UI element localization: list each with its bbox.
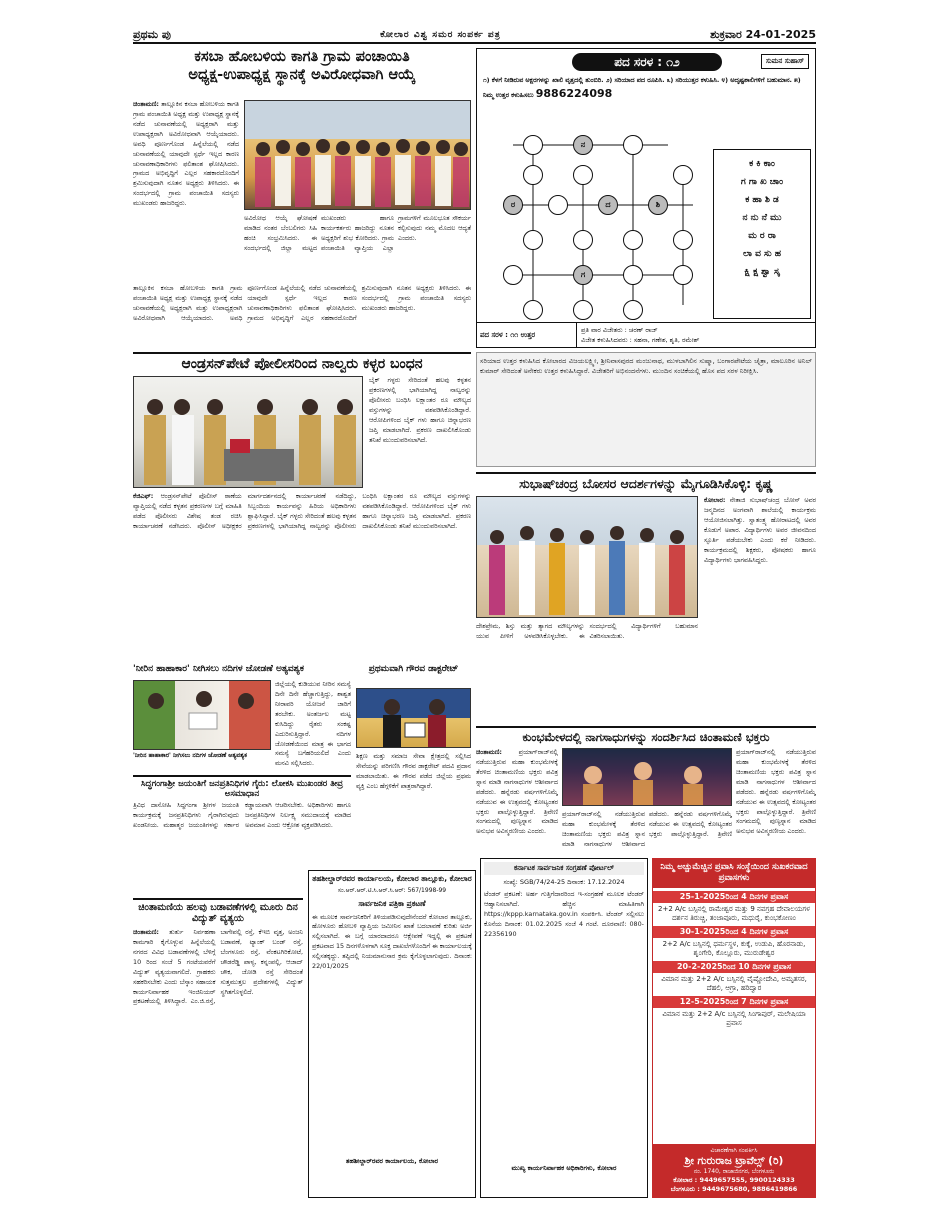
puzzle-grid	[483, 135, 709, 335]
doctorate-figures	[357, 689, 471, 748]
dateline: ಕೆಜಿಎಫ್:	[133, 492, 154, 500]
letter-row: ಲಾ ವ ಸು ಹ	[742, 249, 782, 259]
puzzle-cell[interactable]	[523, 135, 543, 155]
story-kumbh-mela	[476, 726, 816, 854]
photo-caption: 'ನೀರಿನ ಹಾಹಾಕಾರ' ನೀಗಿಸಲು ನದಿಗಳ ಜೋಡಣೆ ಅತ್ಯವಶ್ಯಕ	[133, 752, 247, 759]
notice-footer: ತಹಶೀಲ್ದಾರ್‌ರವರ ಕಾರ್ಯಾಲಯ, ಕೋಲಾರ	[345, 1156, 439, 1165]
article-text: ಜಿಲ್ಲೆಯಲ್ಲಿ ಕುಡಿಯುವ ನೀರಿನ ಸಮಸ್ಯೆ ದಿನೇ ದಿನೇ ಹೆಚ್ಚಾಗುತ್ತಿದ್ದು, ಶಾಶ್ವತ ನೀರಾವರಿ ಯೋಜನೆ ಜಾರಿಗೆ ತರಬೇಕು. ಅಂತರ್ಜಲ ಮಟ್ಟ ಕುಸಿದಿದ್ದು ರೈತರು ಸಂಕಷ್ಟ ಎದುರಿಸುತ್ತಿದ್ದಾರೆ. ನದಿಗಳ ಜೋಡಣೆಯಿಂದ ಮಾತ್ರ ಈ ಭಾಗದ ಸಮಸ್ಯೆ ಬಗೆಹರಿಯಲಿದೆ ಎಂದು ಮನವಿ ಸಲ್ಲಿಸಿದರು.	[275, 680, 351, 768]
puzzle-cell[interactable]: ನ	[573, 135, 593, 155]
letter-row: ಮ ರ ರಾ	[748, 231, 776, 241]
police-photo	[133, 376, 363, 488]
trip-item	[653, 891, 815, 926]
answer-row-2: ವಿಜೇತ ಕಳುಹಿಸಿದವರು : ಸಹನಾ, ಗಣೇಶ, ಶೃತಿ, ರಮೇಶ್	[581, 336, 700, 345]
article-text-middle: ಪ್ರಯಾಗ್‌ರಾಜ್‌ನಲ್ಲಿ ನಡೆಯುತ್ತಿರುವ ಮಹಾ ಕುಂಭಮೇಳಕ್ಕೆ ತೆರಳಿದ ಚಿಂತಾಮಣಿಯ ಭಕ್ತರು ಪವಿತ್ರ ಸ್ನಾನ ಮಾಡಿ ನಾಗಸಾಧುಗಳ ಆಶೀರ್ವಾದ ಪಡೆದರು. ಹನ್ನೆರಡು ವರ್ಷಗಳಿಗೊಮ್ಮೆ ನಡೆಯುವ ಈ ಉತ್ಸವದಲ್ಲಿ ಕೋಟ್ಯಂತರ ಭಕ್ತರು ಪಾಲ್ಗೊಳ್ಳುತ್ತಿದ್ದಾರೆ. ತ್ರಿವೇಣಿ	[562, 810, 732, 848]
rules-text: ೧) ಕೆಳಗೆ ನೀಡಿರುವ ಅಕ್ಷರಗಳನ್ನು ಖಾಲಿ ವೃತ್ತದಲ್ಲಿ ತುಂಬಿರಿ. ೨) ಸರಿಯಾದ ಪದ ರೂಪಿಸಿ. ೩) ಸರಿಯುತ್ತರ ಕಳುಹಿಸಿ. ೪) ಅದೃಷ್ಟಶಾಲಿಗಳಿಗೆ ಬಹುಮಾನ. ೫) ನಿಮ್ಮ ಉತ್ತರ ಕಳುಹಿಸಲು	[483, 76, 801, 100]
dateline: ಚಿಂತಾಮಣಿ:	[133, 100, 159, 108]
travel-advertisement	[652, 858, 816, 1198]
puzzle-cell[interactable]	[548, 195, 568, 215]
letter-row: ನ ನು ನೆ ಮು	[742, 213, 782, 223]
notice-title: ತಹಶೀಲ್ದಾರ್‌ರವರ ಕಾರ್ಯಾಲಯ, ಕೋಲಾರ ತಾಲ್ಲೂಕು, ಕೋಲಾರ	[312, 874, 472, 883]
puzzle-cell[interactable]	[573, 300, 593, 320]
article-text: ತ್ರಿವಿಧ ದಾಸೋಹಿ ಸಿದ್ಧಗಂಗಾ ಶ್ರೀಗಳ ಜಯಂತಿ ಕಾರ್ಯಕ್ರಮಕ್ಕೆ ಜನಪ್ರತಿನಿಧಿಗಳು ಗೈರಾಗಿರುವುದು ಖಂಡನೀಯ. ಮಹಾತ್ಮರ ಜಯಂತಿಗಳನ್ನು ಸರ್ಕಾರ ಕಡ್ಡಾಯವಾಗಿ ಆಚರಿಸಬೇಕು. ಅಧಿಕಾರಿಗಳು ಹಾಗೂ ಜನಪ್ರತಿನಿಧಿಗಳ ನಿರ್ಲಕ್ಷ್ಯ ಸಮುದಾಯಕ್ಕೆ ಮಾಡಿದ ಅವಮಾನ ಎಂದು ಆಕ್ರೋಶ ವ್ಯಕ್ತಪಡಿಸಿದರು.	[133, 801, 351, 829]
brand-phones-bengaluru: ಬೆಂಗಳೂರು : 9449675680, 9886419866	[670, 1185, 798, 1193]
headline: ಪ್ರಥಮವಾಗಿ ಗೌರವ ಡಾಕ್ಟರೇಟ್	[368, 664, 459, 674]
brand-name: ಶ್ರೀ ಗುರುರಾಜ ಟ್ರಾವೆಲ್ಸ್ (ರಿ)	[684, 1155, 784, 1167]
article-body	[133, 100, 239, 280]
tender-footer: ಮುಖ್ಯ ಕಾರ್ಯನಿರ್ವಾಹಕ ಅಧಿಕಾರಿಗಳು, ಕೋಲಾರ	[511, 1164, 617, 1172]
school-event-figures	[477, 497, 698, 618]
puzzle-answer-box	[476, 322, 816, 348]
answer-label: ಪದ ಸರಳ : ೧೧ ಉತ್ತರ	[477, 323, 577, 347]
headline: ಆಂಡ್ರಸನ್‌ಪೇಟೆ ಪೋಲೀಸರಿಂದ ನಾಲ್ವರು ಕಳ್ಳರ ಬಂಧನ	[181, 355, 423, 372]
puzzle-cell[interactable]	[623, 230, 643, 250]
headline: 'ನೀರಿನ ಹಾಹಾಕಾರ' ನೀಗಿಸಲು ನದಿಗಳ ಜೋಡಣೆ ಅತ್ಯವಶ್ಯಕ	[133, 664, 304, 674]
story-subhash-bose	[476, 472, 816, 722]
word-puzzle	[476, 48, 816, 348]
article-more: ತಾಲ್ಲೂಕಿನ ಕಸಬಾ ಹೋಬಳಿಯ ಕಾಗತಿ ಗ್ರಾಮ ಪಂಚಾಯಿತಿ ಅಧ್ಯಕ್ಷ ಮತ್ತು ಉಪಾಧ್ಯಕ್ಷ ಸ್ಥಾನಕ್ಕೆ ನಡೆದ ಚುನಾವಣೆಯಲ್ಲಿ ಅಧ್ಯಕ್ಷರಾಗಿ ಮತ್ತು ಉಪಾಧ್ಯಕ್ಷರಾಗಿ ಅವಿರೋಧವಾಗಿ ಆಯ್ಕೆಯಾದರು. ಅವಧಿ ಪೂರ್ಣಗೊಂಡ ಹಿನ್ನೆಲೆಯಲ್ಲಿ ನಡೆದ ಚುನಾವಣೆಯಲ್ಲಿ ಯಾವುದೇ ಸ್ಪರ್ಧೆ ಇಲ್ಲದ ಕಾರಣ ಚುನಾವಣಾಧಿಕಾರಿಗಳು ಫಲಿತಾಂಶ ಘೋಷಿಸಿದರು. ಗ್ರಾಮದ ಅಭಿವೃದ್ಧಿಗೆ ಎಲ್ಲರ ಸಹಕಾರದೊಂದಿಗೆ ಶ್ರಮಿಸುವುದಾಗಿ ನೂತನ ಅಧ್ಯಕ್ಷರು ತಿಳಿಸಿದರು. ಈ ಸಂದರ್ಭದಲ್ಲಿ ಗ್ರಾಮ ಪಂಚಾಯಿತಿ ಸದಸ್ಯರು ಮುಖಂಡರು ಹಾಜರಿದ್ದರು.	[133, 284, 471, 322]
kumbh-photo-figures	[563, 749, 732, 806]
tender-reference: ಸಂಖ್ಯೆ: SGB/74/24-25 ದಿನಾಂಕ: 17.12.2024	[503, 878, 625, 886]
article-body-continued: ಬೈಕ್ ಗಳ್ಳರು ಸೇರಿದಂತೆ ಹಲವು ಕಳ್ಳತನ ಪ್ರಕರಣಗಳಲ್ಲಿ ಭಾಗಿಯಾಗಿದ್ದ ನಾಲ್ವರನ್ನು ಪೊಲೀಸರು ಬಂಧಿಸಿ ಲಕ್ಷಾಂತರ ರೂ ಮೌಲ್ಯದ ವಸ್ತುಗಳನ್ನು ವಶಪಡಿಸಿಕೊಂಡಿದ್ದಾರೆ. ಆರೋಪಿಗಳಿಂದ ಬೈಕ್ ಗಳು ಹಾಗೂ ಚಿನ್ನಾಭರಣ ಜಪ್ತಿ ಮಾಡಲಾಗಿದೆ. ಪ್ರಕರಣ ದಾಖಲಿಸಿಕೊಂಡು ತನಿಖೆ ಮುಂದುವರಿಸಲಾಗಿದೆ.	[247, 492, 471, 530]
article-text-left	[476, 748, 558, 852]
dateline: ಚಿಂತಾಮಣಿ:	[133, 928, 159, 936]
letter-row: ಕ್ಷಿ ಕ್ಷ ಶ್ವಾ ಸ್ಕ	[744, 267, 780, 277]
article-text-right: ಪ್ರಯಾಗ್‌ರಾಜ್‌ನಲ್ಲಿ ನಡೆಯುತ್ತಿರುವ ಮಹಾ ಕುಂಭಮೇಳಕ್ಕೆ ತೆರಳಿದ ಚಿಂತಾಮಣಿಯ ಭಕ್ತರು ಪವಿತ್ರ ಸ್ನಾನ ಮಾಡಿ ನಾಗಸಾಧುಗಳ ಆಶೀರ್ವಾದ ಪಡೆದರು. ಹನ್ನೆರಡು ವರ್ಷಗಳಿಗೊಮ್ಮೆ ನಡೆಯುವ ಈ ಉತ್ಸವದಲ್ಲಿ ಕೋಟ್ಯಂತರ ಭಕ್ತರು ಪಾಲ್ಗೊಳ್ಳುತ್ತಿದ್ದಾರೆ. ತ್ರಿವೇಣಿ ಸಂಗಮದಲ್ಲಿ ಪುಣ್ಯಸ್ನಾನ ಮಾಡಿದ ಅನುಭವ ಅವಿಸ್ಮರಣೀಯ ಎಂದರು.	[736, 748, 816, 836]
headline-line-1: ಕಸಬಾ ಹೋಬಳಿಯ ಕಾಗತಿ ಗ್ರಾಮ ಪಂಚಾಯಿತಿ	[194, 49, 410, 65]
letter-row: ಕ ಹಾ ಶಿ ಡ	[745, 195, 779, 205]
trip-date: 20-2-2025ರಿಂದ 10 ದಿನಗಳ ಪ್ರವಾಸ	[653, 961, 815, 973]
article-text: ಶಿಕ್ಷಣ ಮತ್ತು ಸಮಾಜ ಸೇವಾ ಕ್ಷೇತ್ರದಲ್ಲಿ ಸಲ್ಲಿಸಿದ ಸೇವೆಯನ್ನು ಪರಿಗಣಿಸಿ ಗೌರವ ಡಾಕ್ಟರೇಟ್ ಪದವಿ ಪ್ರದಾನ ಮಾಡಲಾಯಿತು. ಈ ಗೌರವ ಪಡೆದ ಜಿಲ್ಲೆಯ ಪ್ರಥಮ ವ್ಯಕ್ತಿ ಎಂಬ ಹೆಗ್ಗಳಿಕೆಗೆ ಪಾತ್ರರಾಗಿದ್ದಾರೆ.	[356, 752, 471, 790]
letter-row: ಕ ಕಿ ಕಾಂ	[749, 159, 775, 169]
puzzle-cell[interactable]	[503, 265, 523, 285]
story-police-arrest	[133, 352, 471, 662]
puzzle-cell[interactable]	[523, 230, 543, 250]
story-river-linking	[133, 664, 351, 772]
doctorate-photo	[356, 688, 471, 748]
puzzle-cell[interactable]	[623, 300, 643, 320]
brand-tagline: ವಿಚಾರಣೆಗಾಗಿ ಸಂಪರ್ಕಿಸಿ	[710, 1147, 758, 1154]
trip-list	[653, 891, 815, 1031]
masthead-date: ಶುಕ್ರವಾರ 24-01-2025	[710, 28, 816, 41]
headline: ಚಿಂತಾಮಣಿಯ ಹಲವು ಬಡಾವಣೆಗಳಲ್ಲಿ ಮೂರು ದಿನ ವಿದ್ಯುತ್ ವ್ಯತ್ಯಯ	[138, 901, 298, 925]
dateline: ಕೋಲಾರ:	[704, 496, 726, 504]
puzzle-winners: ಸರಿಯಾದ ಉತ್ತರ ಕಳುಹಿಸಿದ ಕೋಲಾರದ ವಿಜಯಲಕ್ಷ್ಮೀ, ಶ್ರೀನಿವಾಸಪುರದ ಮಂಜುನಾಥ, ಮುಳಬಾಗಿಲಿನ ಸುಷ್ಮಾ, ಬಂಗಾರಪೇಟೆಯ ಚೈತ್ರಾ, ಮಾಲೂರಿನ ಅನಿಲ್ ಕುಮಾರ್ ಸೇರಿದಂತೆ ಅನೇಕರು ಉತ್ತರ ಕಳುಹಿಸಿದ್ದಾರೆ. ವಿಜೇತರಿಗೆ ಅಭಿನಂದನೆಗಳು. ಮುಂದಿನ ಸಂಚಿಕೆಯಲ್ಲಿ ಹೊಸ ಪದ ಸರಳ ನಿರೀಕ್ಷಿಸಿ.	[476, 352, 816, 467]
travel-title: ನಿಮ್ಮ ಅಚ್ಚುಮೆಚ್ಚಿನ ಪ್ರವಾಸಿ ಸಂಸ್ಥೆಯಿಂದ ಸುಖಕರವಾದ ಪ್ರವಾಸಗಳು	[653, 859, 815, 888]
article-text-right	[704, 496, 816, 696]
puzzle-cell[interactable]	[523, 165, 543, 185]
kumbh-photo	[562, 748, 732, 806]
masthead-paper-name: ಕೋಲಾರ ವಿಶ್ವ ಸಮರ ಸಂಪರ್ಕ ಪತ್ರ	[380, 30, 501, 40]
masthead-page: ಪ್ರಥಮ ಪು	[133, 28, 171, 41]
brand-address: ನಂ. 1740, ರಾಜಾಜಿನಗರ, ಬೆಂಗಳೂರು	[693, 1168, 775, 1175]
dateline: ಚಿಂತಾಮಣಿ:	[476, 748, 502, 756]
memorandum-photo	[133, 680, 271, 750]
travel-brand-block	[653, 1144, 815, 1197]
puzzle-cell[interactable]	[673, 230, 693, 250]
article-body: ನೇತಾಜಿ ಸುಭಾಷ್‌ಚಂದ್ರ ಬೋಸ್ ಅವರ ಜನ್ಮದಿನದ ಅಂಗವಾಗಿ ಶಾಲೆಯಲ್ಲಿ ಕಾರ್ಯಕ್ರಮ ಆಯೋಜಿಸಲಾಗಿತ್ತು. ಸ್ವಾತಂತ್ರ್ಯ ಹೋರಾಟದಲ್ಲಿ ಅವರ ಕೊಡುಗೆ ಅಪಾರ. ವಿದ್ಯಾರ್ಥಿಗಳು ಅವರ ಜೀವನದಿಂದ ಸ್ಫೂರ್ತಿ ಪಡೆಯಬೇಕು ಎಂದು ಕರೆ ನೀಡಿದರು. ಕಾರ್ಯಕ್ರಮದಲ್ಲಿ ಶಿಕ್ಷಕರು, ಪೋಷಕರು ಹಾಗೂ ವಿದ್ಯಾರ್ಥಿಗಳು ಭಾಗವಹಿಸಿದ್ದರು.	[704, 496, 816, 564]
article-body: ಪ್ರಯಾಗ್‌ರಾಜ್‌ನಲ್ಲಿ ನಡೆಯುತ್ತಿರುವ ಮಹಾ ಕುಂಭಮೇಳಕ್ಕೆ ತೆರಳಿದ ಚಿಂತಾಮಣಿಯ ಭಕ್ತರು ಪವಿತ್ರ ಸ್ನಾನ ಮಾಡಿ ನಾಗಸಾಧುಗಳ ಆಶೀರ್ವಾದ ಪಡೆದರು. ಹನ್ನೆರಡು ವರ್ಷಗಳಿಗೊಮ್ಮೆ ನಡೆಯುವ ಈ ಉತ್ಸವದಲ್ಲಿ ಕೋಟ್ಯಂತರ ಭಕ್ತರು ಪಾಲ್ಗೊಳ್ಳುತ್ತಿದ್ದಾರೆ. ತ್ರಿವೇಣಿ ಸಂಗಮದಲ್ಲಿ ಪುಣ್ಯಸ್ನಾನ ಮಾಡಿದ ಅನುಭವ ಅವಿಸ್ಮರಣೀಯ ಎಂದರು.	[476, 748, 558, 836]
puzzle-letter-bank	[713, 149, 811, 319]
puzzle-cell[interactable]	[623, 265, 643, 285]
trip-item	[653, 961, 815, 996]
story-power-outage	[133, 898, 303, 1198]
article-continued: ಅವಿರೋಧ ಆಯ್ಕೆ ಘೋಷಣೆ ಮಾಡಿದ ನಂತರ ಬೆಂಬಲಿಗರು ಸಿಹಿ ಹಂಚಿ ಸಂಭ್ರಮಿಸಿದರು. ಈ ಸಂದರ್ಭದಲ್ಲಿ ಜಿಲ್ಲಾ ಮಟ್ಟದ ಮುಖಂಡರು ಹಾಗೂ ಕಾರ್ಯಕರ್ತರು ಹಾಜರಿದ್ದು ನೂತನ ಅಧ್ಯಕ್ಷರಿಗೆ ಶುಭ ಕೋರಿದರು. ಗ್ರಾಮ ಪಂಚಾಯಿತಿ ವ್ಯಾಪ್ತಿಯ ಎಲ್ಲಾ ಗ್ರಾಮಗಳಿಗೆ ಮೂಲಭೂತ ಸೌಕರ್ಯ ಕಲ್ಪಿಸುವುದು ನಮ್ಮ ಮೊದಲ ಆದ್ಯತೆ ಎಂದರು.	[244, 214, 471, 252]
letter-row: ಗ ಗಾ ಖ ಚಾಂ	[740, 177, 784, 187]
puzzle-cell[interactable]: ಶಿ	[648, 195, 668, 215]
trip-details: ವಿಮಾನ ಮತ್ತು 2+2 A/c ಬಸ್ಸಿನಲ್ಲಿ ಸಿಂಗಾಪುರ್, ಮಲೇಷಿಯಾ ಪ್ರವಾಸ	[662, 1009, 806, 1027]
tender-notice	[480, 858, 648, 1198]
headline: ಸುಭಾಷ್‌ಚಂದ್ರ ಬೋಸರ ಆದರ್ಶಗಳನ್ನು ಮೈಗೂಡಿಸಿಕೊಳ್ಳಿ: ಕೃಷ್ಣ	[519, 475, 773, 491]
memorandum-figures	[134, 681, 271, 750]
notice-text: ಈ ಮೂಲಕ ಸಾರ್ವಜನಿಕರಿಗೆ ತಿಳಿಯಪಡಿಸುವುದೇನೆಂದರೆ ಕೋಲಾರ ತಾಲ್ಲೂಕು, ಹೋಳೂರು ಹೋಬಳಿ ವ್ಯಾಪ್ತಿಯ ಜಮೀನಿನ ಖಾತೆ ಬದಲಾವಣೆ ಕುರಿತು ಅರ್ಜಿ ಸಲ್ಲಿಸಲಾಗಿದೆ. ಈ ಬಗ್ಗೆ ಯಾರದಾದರೂ ಆಕ್ಷೇಪಣೆ ಇದ್ದಲ್ಲಿ ಈ ಪ್ರಕಟಣೆ ಪ್ರಕಟವಾದ 15 ದಿನಗಳೊಳಗಾಗಿ ಸೂಕ್ತ ದಾಖಲೆಗಳೊಂದಿಗೆ ಈ ಕಾರ್ಯಾಲಯಕ್ಕೆ ಸಲ್ಲಿಸತಕ್ಕದ್ದು. ತಪ್ಪಿದಲ್ಲಿ ನಿಯಮಾನುಸಾರ ಕ್ರಮ ಕೈಗೊಳ್ಳಲಾಗುವುದು. ದಿನಾಂಕ: 22/01/2025	[312, 912, 472, 971]
headline-line-2: ಅಧ್ಯಕ್ಷ-ಉಪಾಧ್ಯಕ್ಷ ಸ್ಥಾನಕ್ಕೆ ಅವಿರೋಧವಾಗಿ ಆಯ್ಕೆ	[188, 67, 416, 84]
puzzle-cell[interactable]	[523, 300, 543, 320]
headline: ಕುಂಭಮೇಳದಲ್ಲಿ ನಾಗಸಾಧುಗಳನ್ನು ಸಂದರ್ಶಿಸಿದ ಚಿಂತಾಮಣಿ ಭಕ್ತರು	[522, 729, 770, 744]
notice-heading: ಸಾರ್ವಜನಿಕ ಪತ್ರಿಕಾ ಪ್ರಕಟಣೆ	[358, 898, 426, 908]
puzzle-badge: ಸುಮನ ಸುಹಾಸ್	[761, 54, 809, 69]
whatsapp-number: 9886224098	[535, 87, 613, 101]
answer-rows	[577, 323, 815, 347]
trip-details: 2+2 A/c ಬಸ್ಸಿನಲ್ಲಿ ಧರ್ಮಸ್ಥಳ, ಕುಕ್ಕೆ, ಉಡುಪಿ, ಹೊರನಾಡು, ಶೃಂಗೇರಿ, ಕೊಲ್ಲೂರು, ಮುರುಡೇಶ್ವರ	[662, 939, 806, 958]
article-text: ತಾಲ್ಲೂಕಿನ ಕಸಬಾ ಹೋಬಳಿಯ ಕಾಗತಿ ಗ್ರಾಮ ಪಂಚಾಯಿತಿ ಅಧ್ಯಕ್ಷ ಮತ್ತು ಉಪಾಧ್ಯಕ್ಷ ಸ್ಥಾನಕ್ಕೆ ನಡೆದ ಚುನಾವಣೆಯಲ್ಲಿ ಅಧ್ಯಕ್ಷರಾಗಿ ಮತ್ತು ಉಪಾಧ್ಯಕ್ಷರಾಗಿ ಅವಿರೋಧವಾಗಿ ಆಯ್ಕೆಯಾದರು. ಅವಧಿ ಪೂರ್ಣಗೊಂಡ ಹಿನ್ನೆಲೆಯಲ್ಲಿ ನಡೆದ ಚುನಾವಣೆಯಲ್ಲಿ ಯಾವುದೇ ಸ್ಪರ್ಧೆ ಇಲ್ಲದ ಕಾರಣ ಚುನಾವಣಾಧಿಕಾರಿಗಳು ಫಲಿತಾಂಶ ಘೋಷಿಸಿದರು. ಗ್ರಾಮದ ಅಭಿವೃದ್ಧಿಗೆ ಎಲ್ಲರ ಸಹಕಾರದೊಂದಿಗೆ ಶ್ರಮಿಸುವುದಾಗಿ ನೂತನ ಅಧ್ಯಕ್ಷರು ತಿಳಿಸಿದರು. ಈ ಸಂದರ್ಭದಲ್ಲಿ ಗ್ರಾಮ ಪಂಚಾಯಿತಿ ಸದಸ್ಯರು ಮುಖಂಡರು ಹಾಜರಿದ್ದರು.	[133, 100, 239, 208]
puzzle-title: ಪದ ಸರಳ : ೧೨	[572, 53, 722, 71]
story-kagati-election	[133, 48, 471, 348]
puzzle-rules	[483, 75, 811, 131]
article-text	[133, 928, 303, 1196]
trip-details: 2+2 A/c ಬಸ್ಸಿನಲ್ಲಿ ರಾಮೇಶ್ವರ ಮತ್ತು 9 ನವಗ್ರಹ ದೇವಾಲಯಗಳ ದರ್ಶನ ತಿರುಚ್ಚಿ, ತಂಜಾವೂರು, ಮಧುರೈ, ಕುಂಭಕೋಣಂ	[658, 904, 810, 923]
trip-date: 25-1-2025ರಿಂದ 4 ದಿನಗಳ ಪ್ರವಾಸ	[653, 891, 815, 903]
article-text-right: ಬೈಕ್ ಗಳ್ಳರು ಸೇರಿದಂತೆ ಹಲವು ಕಳ್ಳತನ ಪ್ರಕರಣಗಳಲ್ಲಿ ಭಾಗಿಯಾಗಿದ್ದ ನಾಲ್ವರನ್ನು ಪೊಲೀಸರು ಬಂಧಿಸಿ ಲಕ್ಷಾಂತರ ರೂ ಮೌಲ್ಯದ ವಸ್ತುಗಳನ್ನು ವಶಪಡಿಸಿಕೊಂಡಿದ್ದಾರೆ. ಆರೋಪಿಗಳಿಂದ ಬೈಕ್ ಗಳು ಹಾಗೂ ಚಿನ್ನಾಭರಣ ಜಪ್ತಿ ಮಾಡಲಾಗಿದೆ. ಪ್ರಕರಣ ದಾಖಲಿಸಿಕೊಂಡು ತನಿಖೆ ಮುಂದುವರಿಸಲಾಗಿದೆ.	[369, 376, 471, 444]
tender-title: ಕರ್ನಾಟಕ ಸಾರ್ವಜನಿಕ ಸಂಗ್ರಹಣೆ ಪೋರ್ಟಲ್	[484, 862, 644, 875]
tahsildar-notice	[308, 870, 476, 1198]
article-body: ಆಂಡ್ರಸನ್‌ಪೇಟೆ ಪೊಲೀಸ್ ಠಾಣೆಯ ವ್ಯಾಪ್ತಿಯಲ್ಲಿ ನಡೆದ ಕಳ್ಳತನ ಪ್ರಕರಣಗಳ ಬಗ್ಗೆ ಮಾಹಿತಿ ಪಡೆದ ಪೊಲೀಸರು ವಿಶೇಷ ತಂಡ ರಚಿಸಿ ಕಾರ್ಯಾಚರಣೆ ನಡೆಸಿದರು. ಪೊಲೀಸ್ ಅಧೀಕ್ಷಕರ ಮಾರ್ಗದರ್ಶನದಲ್ಲಿ ಕಾರ್ಯಾಚರಣೆ ನಡೆದಿದ್ದು, ಸಿಬ್ಬಂದಿಯ ಕಾರ್ಯವನ್ನು ಹಿರಿಯ ಅಧಿಕಾರಿಗಳು ಶ್ಲಾಘಿಸಿದ್ದಾರೆ.	[133, 492, 357, 530]
puzzle-cell[interactable]	[573, 230, 593, 250]
school-event-photo	[476, 496, 698, 618]
puzzle-cell[interactable]	[623, 135, 643, 155]
trip-date: 12-5-2025ರಿಂದ 7 ದಿನಗಳ ಪ್ರವಾಸ	[653, 996, 815, 1008]
trip-details: ವಿಮಾನ ಮತ್ತು 2+2 A/c ಬಸ್ಸಿನಲ್ಲಿ ವೈಷ್ಣೋದೇವಿ, ಅಮೃತಸರ, ದೆಹಲಿ, ಆಗ್ರಾ, ಹರಿದ್ವಾರ	[661, 974, 807, 993]
masthead	[133, 28, 816, 44]
tender-text: ಟೆಂಡರ್ ಪ್ರಕಟಣೆ: ಅರ್ಹ ಗುತ್ತಿಗೆದಾರರಿಂದ ಇ-ಸಂಗ್ರಹಣೆ ಮೂಲಕ ಟೆಂಡರ್ ಆಹ್ವಾನಿಸಲಾಗಿದೆ. ಹೆಚ್ಚಿನ ಮಾಹಿತಿಗಾಗಿ https://kppp.karnataka.gov.in ಸಂಪರ್ಕಿಸಿ. ಟೆಂಡರ್ ಸಲ್ಲಿಸಲು ಕೊನೆಯ ದಿನಾಂಕ: 01.02.2025 ಸಂಜೆ 4 ಗಂಟೆ. ದೂರವಾಣಿ: 080-22356190	[484, 890, 644, 938]
puzzle-cell[interactable]	[673, 265, 693, 285]
trip-item	[653, 926, 815, 961]
puzzle-cell[interactable]: ರ	[503, 195, 523, 215]
puzzle-cell[interactable]: ದ	[598, 195, 618, 215]
group-photo	[244, 100, 471, 210]
trip-date: 30-1-2025ರಿಂದ 4 ದಿನಗಳ ಪ್ರವಾಸ	[653, 926, 815, 938]
article-text-bottom: ದೇಶಪ್ರೇಮ, ಶಿಸ್ತು ಮತ್ತು ತ್ಯಾಗದ ಮೌಲ್ಯಗಳನ್ನು ಯುವ ಪೀಳಿಗೆ ಅಳವಡಿಸಿಕೊಳ್ಳಬೇಕು. ಈ ಸಂದರ್ಭದಲ್ಲಿ ವಿದ್ಯಾರ್ಥಿಗಳಿಗೆ ಬಹುಮಾನ ವಿತರಿಸಲಾಯಿತು.	[476, 622, 698, 640]
story-honorary-doctorate	[356, 664, 471, 834]
brand-phones-kolar: ಕೋಲಾರ : 9449657555, 9900124333	[673, 1176, 795, 1184]
puzzle-cell[interactable]	[573, 165, 593, 185]
headline	[133, 48, 471, 84]
notice-reference: ಸಂ.ಆರ್.ಆರ್.ಟಿ.ಸಿ.ಆರ್.ಸಿ.ಆರ್: 567/1998-99	[337, 886, 447, 894]
article-body: ತುರ್ತು ನಿರ್ವಹಣಾ ಕಾಮಗಾರಿ ಕೈಗೊಳ್ಳುವ ಹಿನ್ನೆಲೆಯಲ್ಲಿ ನಗರದ ವಿವಿಧ ಬಡಾವಣೆಗಳಲ್ಲಿ ಬೆಳಿಗ್ಗೆ 10 ರಿಂದ ಸಂಜೆ 5 ಗಂಟೆಯವರೆಗೆ ವಿದ್ಯುತ್ ವ್ಯತ್ಯಯವಾಗಲಿದೆ. ಗ್ರಾಹಕರು ಸಹಕರಿಸಬೇಕು ಎಂದು ಬೆಸ್ಕಾಂ ಸಹಾಯಕ ಕಾರ್ಯನಿರ್ವಾಹಕ ಇಂಜಿನಿಯರ್ ಪ್ರಕಟಣೆಯಲ್ಲಿ ತಿಳಿಸಿದ್ದಾರೆ. ಎಂ.ಜಿ.ರಸ್ತೆ, ಬಾಗೇಪಲ್ಲಿ ರಸ್ತೆ, ಕೆಇಬಿ ವೃತ್ತ, ಅಂಜನಿ ಬಡಾವಣೆ, ಟ್ಯಾಂಕ್ ಬಂಡ್ ರಸ್ತೆ, ಬೆಂಗಳೂರು ರಸ್ತೆ, ವೆಂಕಟಗಿರಿಕೋಟೆ, ಚೌಡರೆಡ್ಡಿ ಪಾಳ್ಯ, ಕನ್ನಂಪಲ್ಲಿ, ಆಜಾದ್ ಚೌಕ, ಜೋಡಿ ರಸ್ತೆ ಸೇರಿದಂತೆ ಸುತ್ತಮುತ್ತಲ ಪ್ರದೇಶಗಳಲ್ಲಿ ವಿದ್ಯುತ್ ಸ್ಥಗಿತಗೊಳ್ಳಲಿದೆ.	[133, 928, 303, 1006]
answer-row-1: ಪ್ರತಿ ವಾರ ವಿಜೇತರು : ಚರಣ್ ರಾಜ್	[581, 326, 658, 334]
puzzle-cell[interactable]: ಗ	[573, 265, 593, 285]
article-text	[133, 492, 471, 622]
headline: ಸಿದ್ಧಗಂಗಾಶ್ರೀ ಜಯಂತಿಗೆ ಜನಪ್ರತಿನಿಧಿಗಳ ಗೈರು: ಲೋಕಸಿ ಮುಖಂಡರ ತೀವ್ರ ಅಸಮಾಧಾನ	[140, 778, 344, 800]
trip-item	[653, 996, 815, 1031]
police-photo-figures	[134, 377, 363, 488]
puzzle-cell[interactable]	[673, 165, 693, 185]
group-photo-figures	[245, 101, 471, 210]
